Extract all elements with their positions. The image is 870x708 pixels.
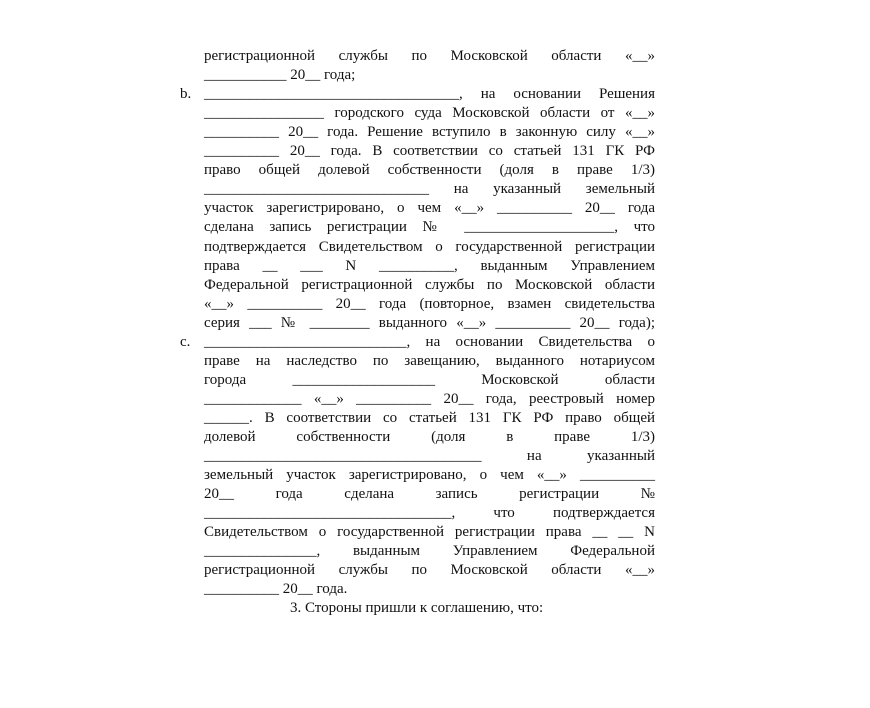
text-line: 20__ года сделана запись регистрации № xyxy=(204,486,655,502)
text-line: __________ 20__ года. Решение вступило в законную силу «__» xyxy=(204,124,655,140)
text-line: сделана запись регистрации № ____________________, что xyxy=(204,219,655,235)
text-line: праве на наследство по завещанию, выданного нотариусом xyxy=(204,353,655,369)
text-line: регистрационной службы по Московской области «__» xyxy=(204,48,655,64)
text-line: регистрационной службы по Московской области «__» xyxy=(204,562,655,578)
list-marker: b. xyxy=(180,86,192,102)
text-line: ______________________________ на указанный земельный xyxy=(204,181,655,197)
text-line: Свидетельством о государственной регистрации права __ __ N xyxy=(204,524,655,540)
text-line: право общей долевой собственности (доля в праве 1/3) xyxy=(204,162,655,178)
text-line: права __ ___ N __________, выданным Управлением xyxy=(204,258,655,274)
text-line: серия ___ № ________ выданного «__» __________ 20__ года); xyxy=(204,315,655,331)
text-line: города ___________________ Московской области xyxy=(204,372,655,388)
text-line: __________________________________, на основании Решения xyxy=(204,86,655,102)
text-line: участок зарегистрировано, о чем «__» __________ 20__ года xyxy=(204,200,655,216)
list-marker: c. xyxy=(180,334,191,350)
text-line: ______. В соответствии со статьей 131 ГК РФ право общей xyxy=(204,410,655,426)
text-line: _______________, выданным Управлением Федеральной xyxy=(204,543,655,559)
text-line: подтверждается Свидетельством о государственной регистрации xyxy=(204,239,655,255)
text-line: ___________________________, на основании Свидетельства о xyxy=(204,334,655,350)
text-line: __________ 20__ года. В соответствии со статьей 131 ГК РФ xyxy=(204,143,655,159)
text-line: ________________ городского суда Московской области от «__» xyxy=(204,105,655,121)
text-line: _____________ «__» __________ 20__ года, реестровый номер xyxy=(204,391,655,407)
text-line: __________ 20__ года. xyxy=(204,581,348,597)
text-line: «__» __________ 20__ года (повторное, взамен свидетельства xyxy=(204,296,655,312)
text-line: _____________________________________ на указанный xyxy=(204,448,655,464)
section-heading: 3. Стороны пришли к соглашению, что: xyxy=(290,600,544,616)
text-line: Федеральной регистрационной службы по Московской области xyxy=(204,277,655,293)
text-line: _________________________________, что подтверждается xyxy=(204,505,655,521)
text-line: долевой собственности (доля в праве 1/3) xyxy=(204,429,655,445)
text-line: земельный участок зарегистрировано, о чем «__» __________ xyxy=(204,467,655,483)
text-line: ___________ 20__ года; xyxy=(204,67,356,83)
